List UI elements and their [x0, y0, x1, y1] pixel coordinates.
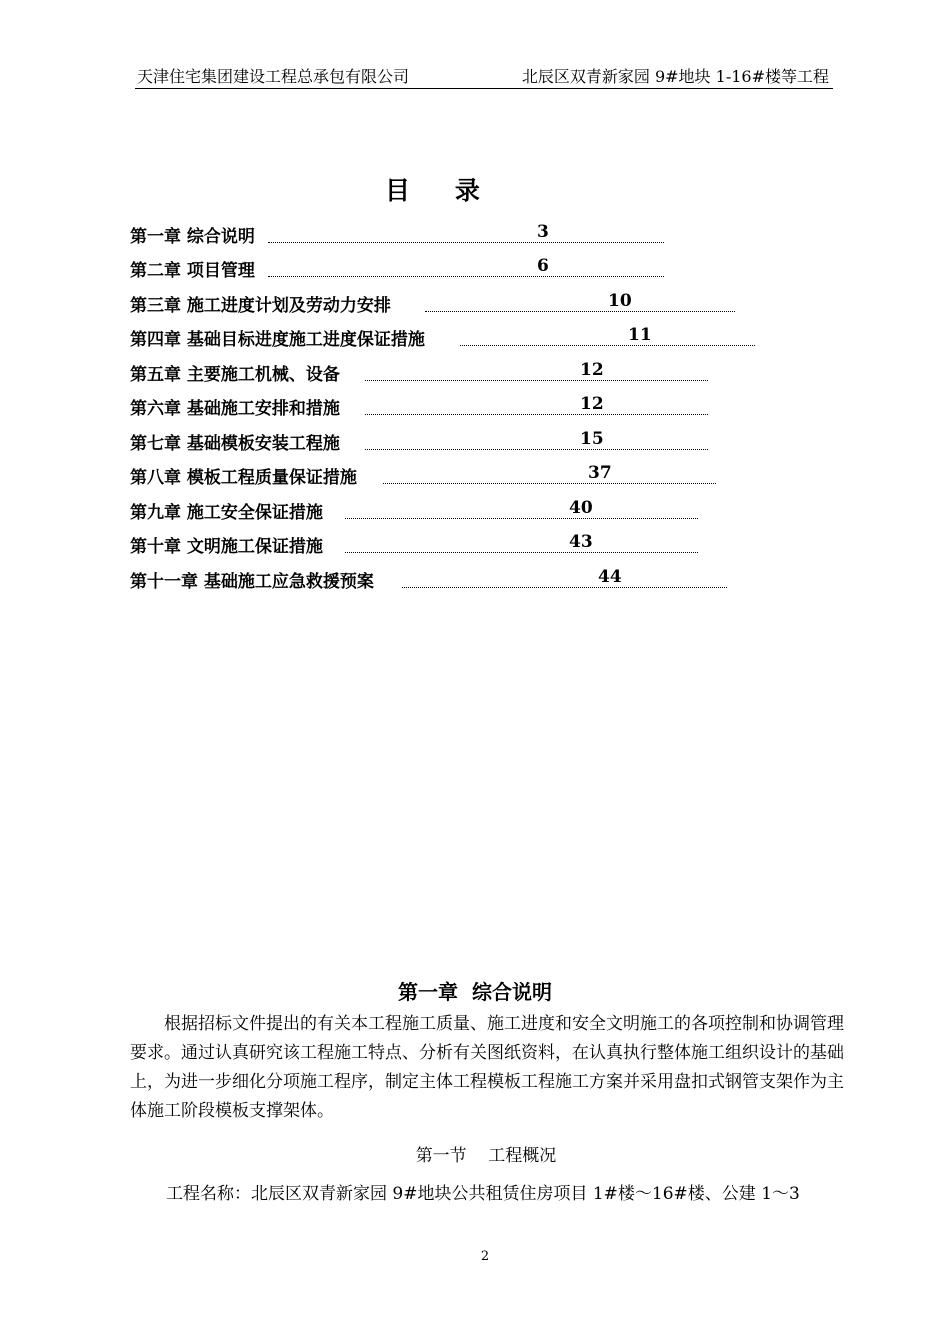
chapter-paragraph: 根据招标文件提出的有关本工程施工质量、施工进度和安全文明施工的各项控制和协调管理要求。通过认真研究该工程施工特点、分析有关图纸资料，在认真执行整体施工组织设计的基础上，为进一步细化分项施工程序，制定主体工程模板工程施工方案并采用盘扣式钢管支架作为主体施工阶段模板支撑架体。 — [130, 1014, 844, 1121]
toc-item-label: 第五章 主要施工机械、设备 — [130, 365, 340, 385]
toc-item-page: 15 — [580, 429, 604, 449]
toc-item-page: 12 — [580, 394, 604, 414]
header-project: 北辰区双青新家园 9#地块 1-16#楼等工程 — [521, 67, 829, 86]
toc-leader — [345, 518, 698, 519]
toc-leader — [365, 380, 708, 381]
toc-leader — [268, 276, 664, 277]
toc-item-label: 第十章 文明施工保证措施 — [130, 537, 323, 557]
toc-item-page: 44 — [598, 567, 622, 587]
toc-item-label: 第一章 综合说明 — [130, 227, 255, 247]
toc-item-label: 第六章 基础施工安排和措施 — [130, 399, 340, 419]
toc-leader — [425, 311, 735, 312]
toc-item-label: 第三章 施工进度计划及劳动力安排 — [130, 296, 391, 316]
toc-leader — [460, 345, 755, 346]
toc-item-page: 10 — [608, 291, 632, 311]
page-number: 2 — [480, 1249, 490, 1264]
page-header — [135, 64, 833, 89]
toc-item-label: 第十一章 基础施工应急救援预案 — [130, 572, 374, 592]
toc-item-page: 37 — [588, 463, 612, 483]
toc-item-page: 40 — [569, 498, 593, 518]
toc-item-page: 12 — [580, 360, 604, 380]
toc-item-label: 第八章 模板工程质量保证措施 — [130, 468, 357, 488]
toc-leader — [268, 242, 664, 243]
toc-item-label: 第九章 施工安全保证措施 — [130, 503, 323, 523]
toc-item-label: 第四章 基础目标进度施工进度保证措施 — [130, 330, 425, 350]
toc-item-page: 3 — [537, 222, 549, 242]
project-name-line: 工程名称：北辰区双青新家园 9#地块公共租赁住房项目 1#楼～16#楼、公建 1～3 — [166, 1184, 800, 1204]
toc-leader — [402, 587, 727, 588]
toc-title: 目 录 — [385, 176, 482, 205]
chapter-title: 第一章 综合说明 — [398, 980, 552, 1004]
toc-item-label: 第七章 基础模板安装工程施 — [130, 434, 340, 454]
toc-item-label: 第二章 项目管理 — [130, 261, 255, 281]
toc-leader — [365, 414, 708, 415]
toc-leader — [383, 483, 716, 484]
section-title: 第一节 工程概况 — [415, 1146, 557, 1166]
toc-item-page: 43 — [569, 532, 593, 552]
toc-item-page: 6 — [537, 256, 549, 276]
toc-leader — [365, 449, 708, 450]
header-company: 天津住宅集团建设工程总承包有限公司 — [137, 67, 410, 86]
toc-item-page: 11 — [628, 325, 652, 345]
toc-leader — [345, 552, 698, 553]
